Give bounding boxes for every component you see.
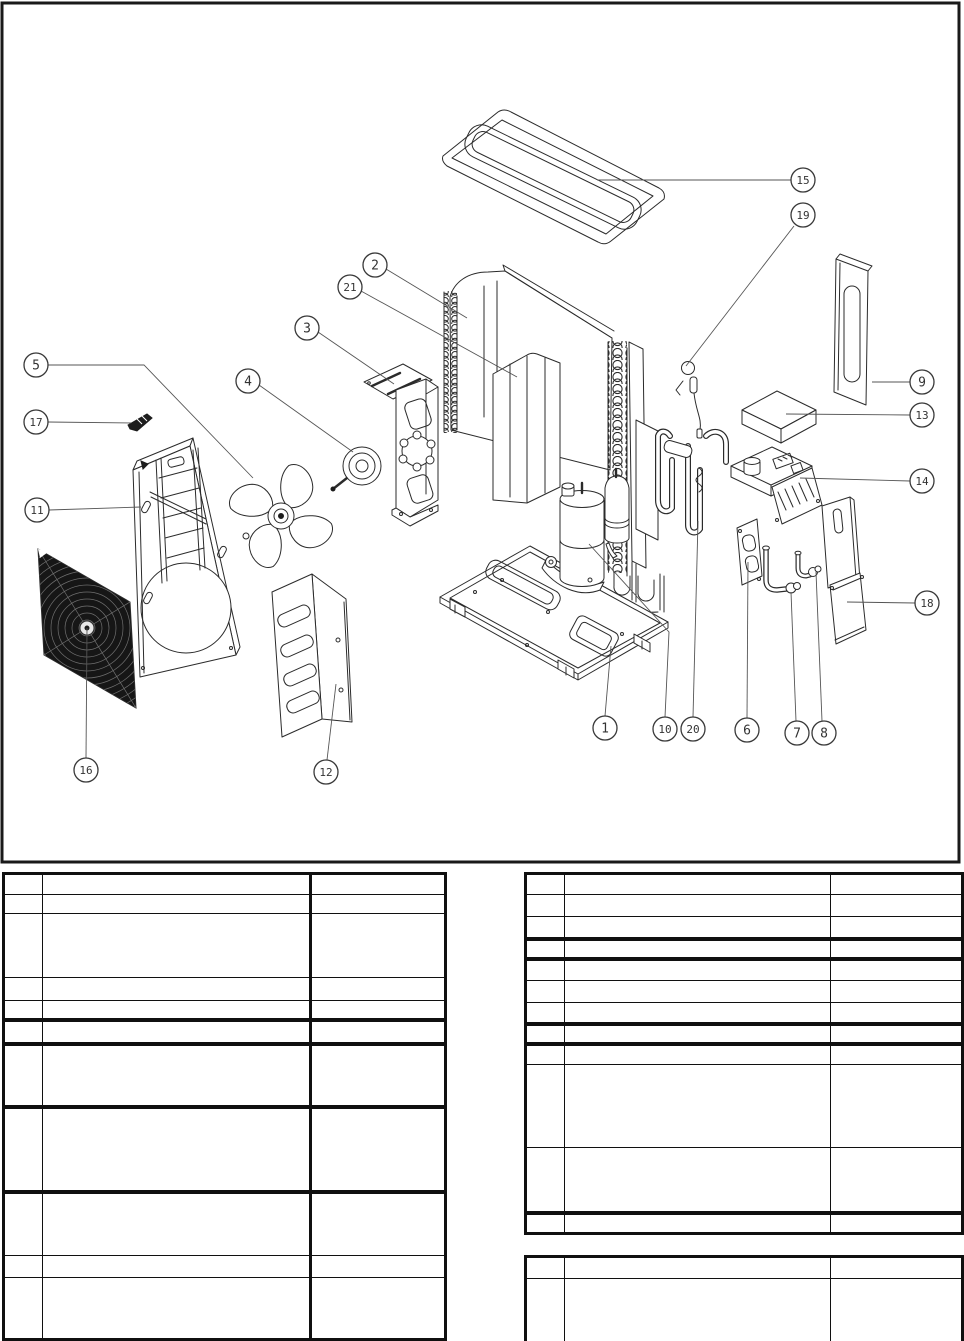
table-cell	[831, 917, 963, 939]
table-cell	[43, 914, 311, 978]
table-cell	[526, 981, 565, 1003]
table-row	[4, 1044, 446, 1107]
table-cell	[831, 1003, 963, 1024]
table-cell	[4, 1256, 43, 1278]
table-cell	[565, 939, 831, 959]
callout-2	[363, 253, 467, 318]
table-cell	[831, 1279, 963, 1341]
leader-line	[49, 507, 141, 510]
table-cell	[526, 1279, 565, 1341]
table-cell	[565, 1213, 831, 1234]
table-cell	[311, 895, 446, 914]
table-cell	[43, 1192, 311, 1256]
table-cell	[526, 1003, 565, 1024]
valve-piping-part	[658, 432, 726, 533]
table-cell	[526, 1257, 565, 1279]
callout-number: 4	[244, 374, 252, 390]
table-cell	[831, 1257, 963, 1279]
table-cell	[43, 874, 311, 895]
table-row	[526, 1024, 963, 1044]
callout-number: 21	[343, 280, 357, 294]
side-panel-right-part	[834, 254, 872, 405]
table-cell	[565, 1279, 831, 1341]
callout-3	[295, 316, 394, 384]
table-cell	[526, 939, 565, 959]
table-cell	[4, 874, 43, 895]
table-cell	[311, 874, 446, 895]
callout-7	[785, 592, 809, 745]
table-cell	[565, 1003, 831, 1024]
callout-number: 9	[918, 375, 926, 391]
table-cell	[43, 978, 311, 1001]
table-cell	[43, 1020, 311, 1044]
table-cell	[831, 1044, 963, 1065]
callout-number: 16	[79, 763, 93, 777]
table-cell	[311, 1044, 446, 1107]
callout-20	[681, 521, 705, 741]
table-row	[526, 1044, 963, 1065]
table-row	[4, 1107, 446, 1192]
table-cell	[311, 1278, 446, 1340]
callout-19	[686, 203, 815, 366]
table-row	[526, 981, 963, 1003]
table-cell	[4, 895, 43, 914]
callout-9	[872, 370, 934, 394]
table-cell	[4, 1107, 43, 1192]
table-cell	[565, 1024, 831, 1044]
leader-line	[259, 385, 353, 452]
callout-number: 1	[601, 721, 609, 737]
table-row	[526, 1213, 963, 1234]
callout-number: 20	[686, 722, 700, 736]
leader-line	[693, 521, 698, 717]
wall-anchor-part	[128, 414, 152, 431]
callout-5	[24, 353, 253, 478]
callout-number: 3	[303, 321, 311, 337]
table-cell	[831, 939, 963, 959]
table-cell	[526, 1044, 565, 1065]
table-cell	[565, 895, 831, 917]
table-cell	[831, 1024, 963, 1044]
table-cell	[311, 978, 446, 1001]
callout-number: 19	[796, 208, 810, 222]
table-cell	[526, 959, 565, 981]
callout-number: 17	[29, 415, 43, 429]
table-row	[526, 1003, 963, 1024]
table-row	[526, 1148, 963, 1213]
leader-line	[318, 332, 394, 384]
table-row	[526, 1279, 963, 1341]
fan-propeller-part	[226, 461, 335, 570]
table-cell	[526, 917, 565, 939]
callout-4	[236, 369, 353, 452]
fan-motor-part	[331, 447, 381, 491]
callout-number: 5	[32, 358, 40, 374]
table-cell	[311, 1107, 446, 1192]
table-cell	[526, 1024, 565, 1044]
table-cell	[565, 959, 831, 981]
callout-number: 7	[793, 726, 801, 742]
leader-line	[48, 422, 131, 423]
table-cell	[311, 1001, 446, 1020]
callout-number: 14	[915, 474, 929, 488]
table-cell	[831, 981, 963, 1003]
table-cell	[565, 1148, 831, 1213]
table-cell	[565, 1257, 831, 1279]
table-cell	[831, 895, 963, 917]
table-row	[526, 1065, 963, 1148]
table-cell	[565, 874, 831, 895]
callout-number: 12	[319, 765, 333, 779]
table-cell	[4, 1020, 43, 1044]
table-row	[526, 874, 963, 895]
valve-cover-part	[822, 497, 866, 644]
table-cell	[831, 1213, 963, 1234]
table-cell	[565, 1044, 831, 1065]
table-cell	[831, 959, 963, 981]
temp-sensor-part	[676, 362, 702, 439]
table-cell	[43, 1001, 311, 1020]
terminal-cover-part	[737, 519, 762, 585]
table-row	[4, 1020, 446, 1044]
table-cell	[43, 1107, 311, 1192]
service-pipe-b-part	[795, 551, 821, 576]
table-row	[4, 978, 446, 1001]
table-cell	[565, 981, 831, 1003]
table-cell	[565, 917, 831, 939]
table-cell	[831, 1148, 963, 1213]
top-cover-part	[443, 110, 665, 244]
table-cell	[43, 1256, 311, 1278]
leader-line	[747, 562, 748, 718]
parts-list-table-right-lower	[524, 1255, 964, 1341]
insulation-block-part	[742, 391, 816, 443]
callout-14	[800, 469, 934, 493]
leader-line	[686, 226, 794, 366]
table-cell	[43, 1044, 311, 1107]
callout-number: 15	[796, 173, 810, 187]
table-cell	[311, 1192, 446, 1256]
table-row	[4, 1256, 446, 1278]
front-panel-part	[133, 438, 240, 677]
louvered-panel-part	[272, 574, 352, 737]
callout-number: 6	[743, 723, 751, 739]
table-cell	[311, 1020, 446, 1044]
table-cell	[565, 1065, 831, 1148]
table-row	[526, 895, 963, 917]
table-cell	[831, 1065, 963, 1148]
table-cell	[43, 1278, 311, 1340]
table-row	[4, 1001, 446, 1020]
table-row	[4, 874, 446, 895]
callout-number: 11	[30, 503, 44, 517]
callout-number: 18	[920, 596, 934, 610]
table-row	[4, 914, 446, 978]
table-row	[4, 1192, 446, 1256]
table-cell	[526, 874, 565, 895]
callout-17	[24, 410, 131, 434]
table-cell	[311, 1256, 446, 1278]
table-cell	[43, 895, 311, 914]
leader-line	[791, 592, 796, 721]
table-cell	[4, 978, 43, 1001]
table-row	[526, 1257, 963, 1279]
table-cell	[311, 914, 446, 978]
table-row	[526, 917, 963, 939]
callout-number: 13	[915, 408, 929, 422]
parts-list-table-right	[524, 872, 964, 1235]
table-cell	[526, 1148, 565, 1213]
table-cell	[4, 1278, 43, 1340]
table-row	[526, 959, 963, 981]
partition-panel-part	[493, 353, 560, 503]
callout-11	[25, 498, 141, 522]
parts-list-table-left	[2, 872, 447, 1341]
table-row	[4, 895, 446, 914]
callout-number: 10	[658, 722, 672, 736]
table-cell	[4, 1192, 43, 1256]
table-row	[4, 1278, 446, 1340]
table-cell	[526, 1213, 565, 1234]
table-cell	[4, 914, 43, 978]
leader-line	[800, 478, 910, 481]
table-cell	[526, 1065, 565, 1148]
callout-number: 2	[371, 258, 379, 274]
motor-mount-bracket-part	[364, 364, 438, 526]
table-cell	[831, 874, 963, 895]
control-box-part	[731, 447, 822, 524]
table-cell	[526, 895, 565, 917]
leader-line	[816, 572, 822, 721]
table-row	[526, 939, 963, 959]
table-cell	[4, 1001, 43, 1020]
callout-number: 8	[820, 726, 828, 742]
table-cell	[4, 1044, 43, 1107]
callout-6	[735, 562, 759, 742]
